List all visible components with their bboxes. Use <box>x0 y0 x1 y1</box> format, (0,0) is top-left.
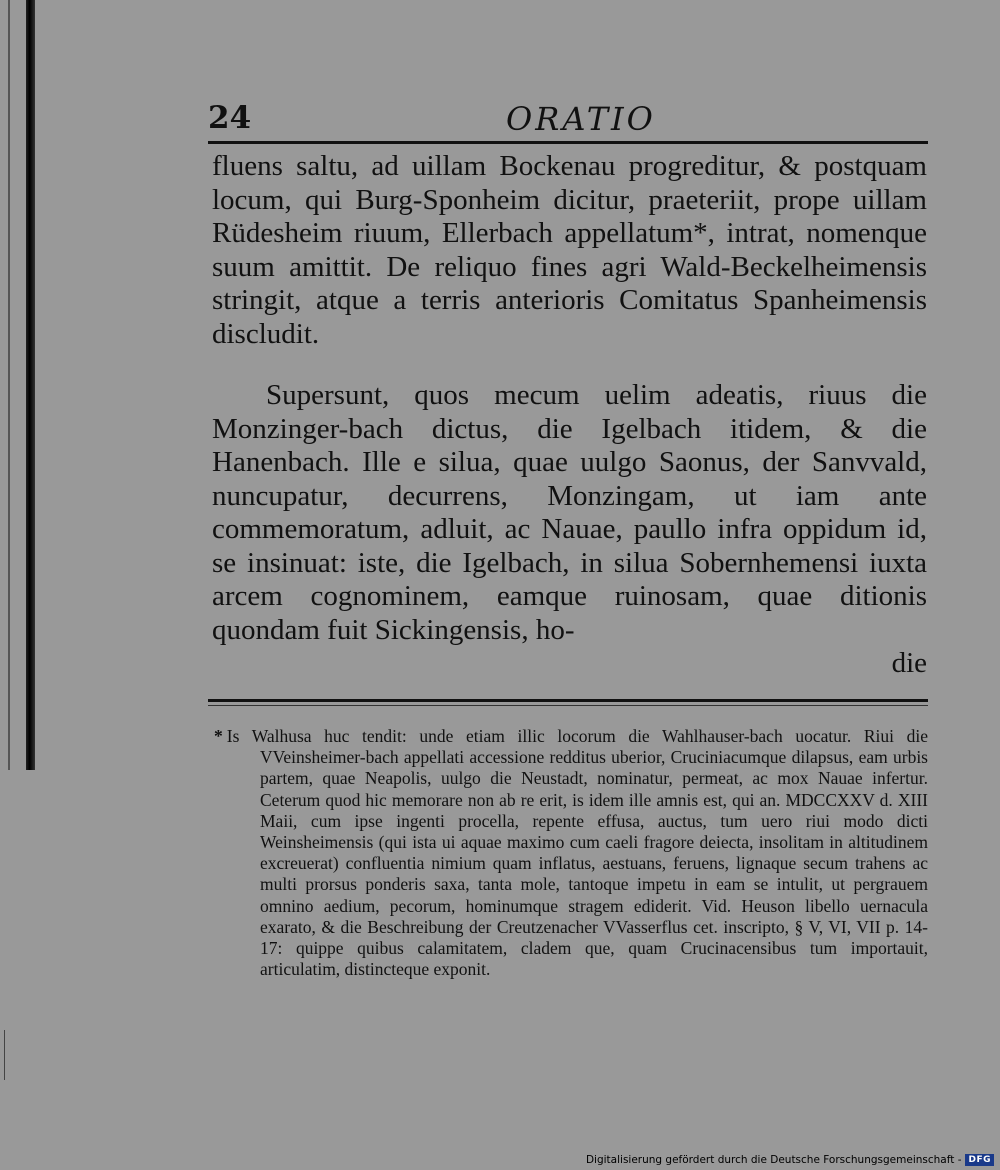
main-text <box>212 150 927 681</box>
credit-text: Digitalisierung gefördert durch die Deutsche Forschungsgemeinschaft - <box>585 1154 962 1166</box>
paragraph-2: Supersunt, quos mecum uelim adeatis, riuus die Monzinger-bach dictus, die Igelbach itidem, & die Hanenbach. Ille e silua, quae uulgo Saonus, der Sanvvald, nuncupatur, decurrens, Monzingam, ut iam ante commemoratum, adluit, ac Nauae, paullo infra oppidum id, se insinuat: iste, die Igelbach, in silua Sobernhemensi iuxta arcem cognominem, eamque ruinosam, quae ditionis quondam fuit Sickingensis, ho- <box>212 379 927 646</box>
margin-scratch <box>4 1030 5 1080</box>
page-edge-line <box>8 0 10 770</box>
footnote-rule-thin <box>208 705 928 706</box>
footnote-text: Is Walhusa huc tendit: unde etiam illic locorum die Wahlhauser-bach uocatur. Riui die VVeinsheimer-bach appellati accessione redditus uberior, Cruciniacumque dilapsus, eam urbis partem, quae Neapolis, uulgo die Neustadt, nominatur, permeat, ac mox Nauae infertur. Ceterum quod hic memorare non ab re erit, is idem ille amnis est, qui an. MDCCXXV d. XIII Maii, cum ipse ingenti procella, repente effusa, auctus, tum uero riui modo dicti Weinsheimensis (qui ista ui aquae maximo cum caeli fragore deiecta, insolitam in altitudinem excreuerat) confluentia nimium quam inflatus, aestuans, feruens, lignaque secum trahens ac multi prorsus ponderis saxa, tanta mole, tantoque impetu in eam se intulit, ut pergrauem omnino aedium, pecorum, hominumque stragem ediderit. Vid. Heuson libello uernacula exarato, & die Beschreibung der Creutzenacher VVasserflus cet. inscripto, § V, VI, VII p. 14-17: quippe quibus calamitatem, cladem que, quam Crucinacensibus tum importauit, articulatim, distincteque exponit. <box>226 726 928 980</box>
footnote-marker: * <box>214 726 223 746</box>
catchword: die <box>891 647 927 679</box>
footnote-rule <box>208 699 928 702</box>
page-header <box>208 100 928 140</box>
paragraph-1: fluens saltu, ad uillam Bockenau progreditur, & postquam locum, qui Burg-Sponheim dicitur, praeteriit, prope uillam Rüdesheim riuum, Ellerbach appellatum*, intrat, nomenque suum amittit. De reliquo fines agri Wald-Beckelheimensis stringit, atque a terris anterioris Comitatus Spanheimensis discludit. <box>212 150 927 350</box>
dfg-logo-icon: DFG <box>965 1154 994 1166</box>
digitization-credit <box>586 1154 994 1166</box>
book-spine-shadow <box>26 0 35 770</box>
running-title: ORATIO <box>506 100 656 138</box>
footnote <box>214 726 928 980</box>
page-number: 24 <box>208 100 252 136</box>
header-rule <box>208 141 928 144</box>
footnote-body <box>214 726 928 980</box>
